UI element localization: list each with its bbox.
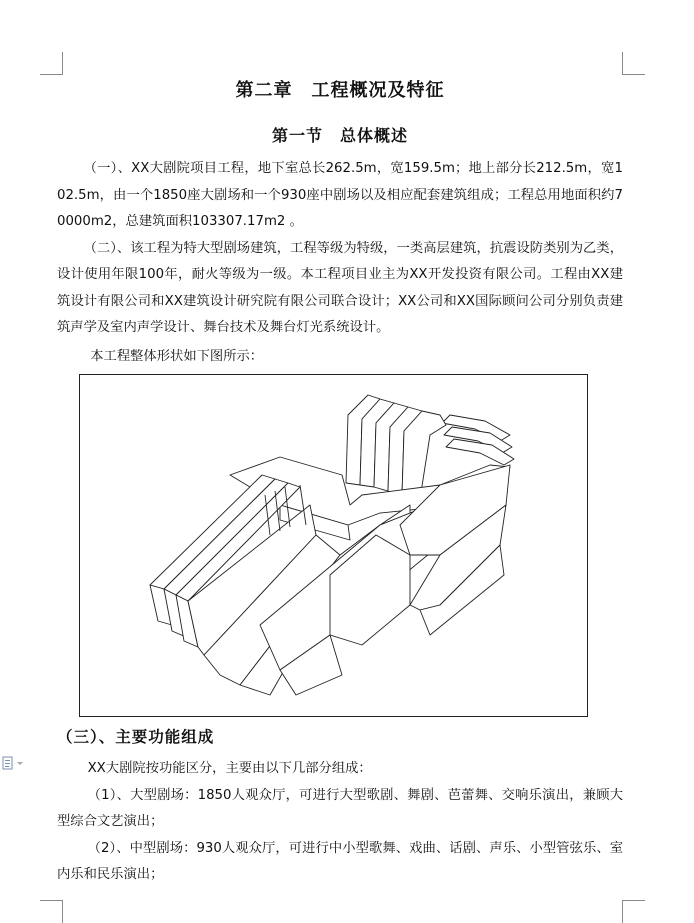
building-wireframe-drawing <box>80 375 587 716</box>
section3-intro: XX大剧院按功能区分，主要由以下几部分组成： <box>87 760 372 776</box>
paragraph-1: （一）、XX大剧院项目工程，地下室总长262.5m，宽159.5m；地上部分长212.5m，宽102.5m，由一个1850座大剧场和一个930座中剧场以及相应配套建筑组成；工程总用地面积约70000m2，总建筑面积103307.17m2 。 <box>57 161 623 229</box>
paste-options-icon[interactable] <box>2 755 24 771</box>
page-corner-mark-bottom-right <box>622 900 645 923</box>
page-corner-mark-bottom-left <box>40 900 63 923</box>
paragraph-2: （二）、该工程为特大型剧场建筑，工程等级为特级，一类高层建筑，抗震设防类别为乙类，设计使用年限100年，耐火等级为一级。本工程项目业主为XX开发投资有限公司。工程由XX建筑设计有限公司和XX建筑设计研究院有限公司联合设计；XX公司和XX国际顾问公司分别负责建筑声学及室内声学设计、舞台技术及舞台灯光系统设计。 <box>57 240 623 335</box>
page-corner-mark-top-left <box>40 52 63 75</box>
section-title: 第一节 总体概述 <box>271 126 408 145</box>
building-figure[interactable] <box>79 374 588 717</box>
chapter-title: 第二章 工程概况及特征 <box>235 80 445 101</box>
section3-heading: （三）、主要功能组成 <box>57 727 215 746</box>
function-item-1: （1）、大型剧场：1850人观众厅，可进行大型歌剧、舞剧、芭蕾舞、交响乐演出，兼顾大型综合文艺演出； <box>57 787 623 829</box>
function-item-2: （2）、中型剧场：930人观众厅，可进行中小型歌舞、戏曲、话剧、声乐、小型管弦乐、室内乐和民乐演出； <box>57 840 623 882</box>
document-page <box>57 74 623 889</box>
figure-caption: 本工程整体形状如下图所示： <box>90 348 264 364</box>
page-corner-mark-top-right <box>622 52 645 75</box>
